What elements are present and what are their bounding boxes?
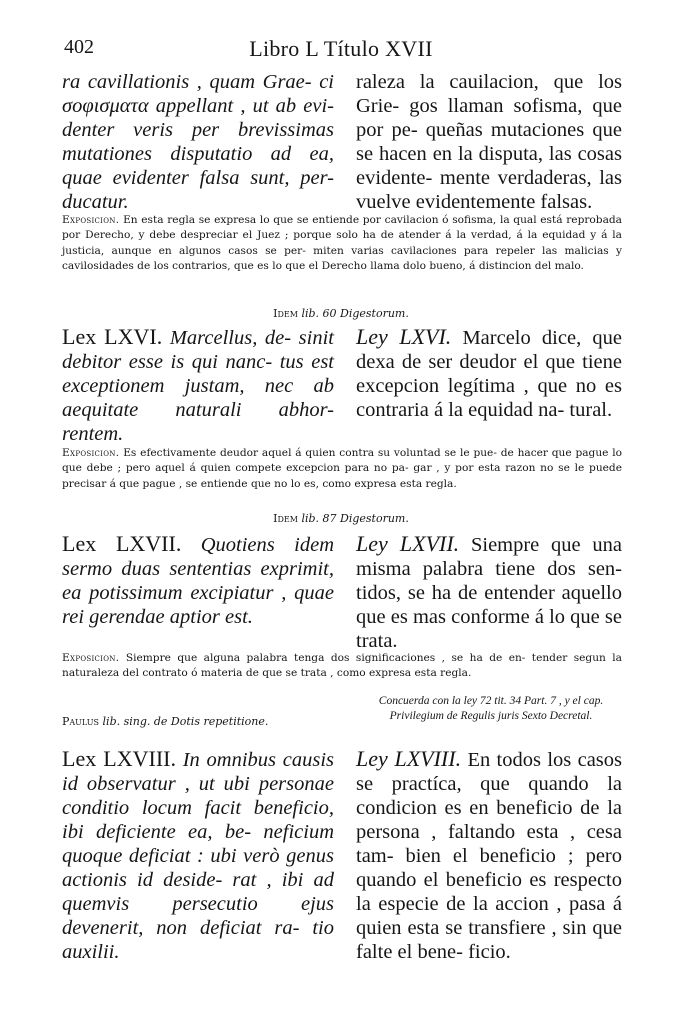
spanish-ley-67 [356,532,622,653]
exposicion-label: Exposicion. [62,214,120,226]
page-header [0,36,682,66]
ley-text: Marcelo dice, que dexa de ser deudor el que tiene excepcion legítima , que no es contraria á la equidad na- tural. [356,327,622,421]
ley-heading: Ley LXVII. [356,531,460,556]
exposicion-text: Es efectivamente deudor aquel á quien contra su voluntad se le pue- de hacer que pague lo que debe ; pero aquel á quien compete excepcion para no pa- gar , y por esta razon no se le puede precisar á que pague , se entiende que no lo es, como expresa esta regla. [62,447,622,490]
ley-text: En todos los casos se practíca, que quando la condicion es en beneficio de la persona , faltando esta , cesa tam- bien el beneficio ; pero quando el beneficio es respecto la especie de la accion , pasa á quien esta se transfiere , sin que falte el bene- ficio. [356,749,623,963]
source-author: Idem [273,512,298,525]
lex-text: In omnibus causis id observatur , ut ubi personae conditio locum facit beneficio, ibi deficiente ea, be- neficium quoque deficiat : ubi verò genus actionis id deside- rat , ibi ad quemvis persecutio ejus devenerit, non deficiat ra- tio auxilii. [62,749,334,963]
exposicion-label: Exposicion. [62,447,120,459]
source-reference: lib. sing. de Dotis repetitione. [102,715,269,728]
exposicion-label: Exposicion. [62,652,120,664]
source-citation-66 [0,307,682,320]
exposicion-text: En esta regla se expresa lo que se entiende por cavilacion ó sofisma, la qual está reprobada por Derecho, y debe despreciar el Juez ; porque solo ha de atender á la verdad, á la equidad y á la justicia, aunque en algunos casos se per- miten varias cavilaciones para repeler las malicias y cavilosidades de los contrarios, que es lo que el Derecho llama dolo bueno, á distincion del malo. [62,214,622,273]
source-reference: lib. 87 Digestorum. [301,512,409,525]
source-author: Paulus [62,715,100,728]
exposicion-3 [62,651,622,682]
lex-heading: Lex LXVII. [62,531,182,556]
lex-heading: Lex LXVIII. [62,746,176,771]
spanish-ley-68 [356,747,622,964]
source-reference: lib. 60 Digestorum. [301,307,409,320]
lex-text: Marcellus, de- sinit debitor esse is qui nanc- tus est exceptionem justam, nec ab aequitate naturali abhor- rentem. [62,327,334,445]
exposicion-1 [62,213,622,275]
page-number: 402 [64,36,94,58]
spanish-column-continuation: raleza la cauilacion, que los Grie- gos llaman sofisma, que por pe- queñas mutaciones que se hacen en la disputa, las cosas evidente- mente verdaderas, las vuelve evidentemente falsas. [356,71,622,213]
ley-heading: Ley LXVIII. [356,746,462,771]
exposicion-text: Siempre que alguna palabra tenga dos significaciones , se ha de en- tender segun la naturaleza del contrato ó materia de que se trata , como expresa esta regla. [62,652,622,680]
source-citation-68 [62,715,342,728]
latin-lex-67 [62,532,334,629]
latin-lex-66 [62,325,334,446]
ley-heading: Ley LXVI. [356,324,452,349]
running-title: Libro L Título XVII [249,36,433,61]
latin-lex-68 [62,747,334,964]
source-citation-67 [0,512,682,525]
lex-heading: Lex LXVI. [62,324,163,349]
spanish-ley-66 [356,325,622,422]
ley-text: Siempre que una misma palabra tiene dos sen- tidos, se ha de entender aquello que es mas conforme á lo que se trata. [356,534,623,652]
source-author: Idem [273,307,298,320]
latin-column-continuation: ra cavillationis , quam Grae- ci σοφισματα appellant , ut ab evi- denter veris per brevissimas mutationes disputatio ad ea, quae evidenter falsa sunt, per- ducatur. [62,71,334,213]
concordance-note: Concuerda con la ley 72 tit. 34 Part. 7 , y el cap. Privilegium de Regulis juris Sexto Decretal. [378,695,604,722]
exposicion-2 [62,446,622,492]
lex-text: Quotiens idem sermo duas sententias exprimit, ea potissimum excipiatur , quae rei gerendae aptior est. [62,534,334,628]
